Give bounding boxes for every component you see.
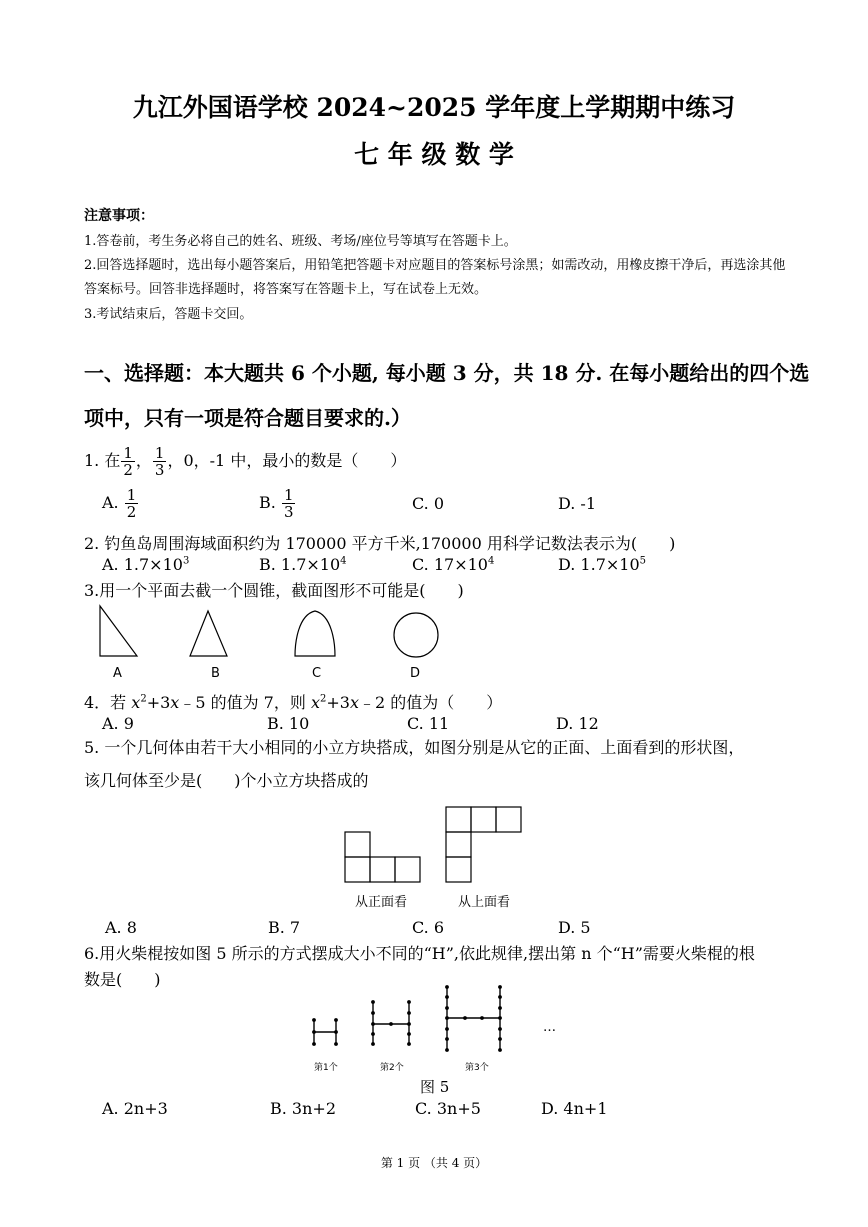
q1-option-d: D. -1 [558, 494, 597, 513]
q1-sep: ， [135, 451, 152, 470]
notice-heading: 注意事项： [84, 208, 154, 224]
q4-option-a: A. 9 [102, 714, 134, 733]
q4-option-b: B. 10 [267, 714, 310, 733]
q2-option-b: B. $1.7\times 10^4$ [259, 555, 347, 574]
h-figure-3-label: 第3个 [465, 1063, 489, 1073]
top-view-grid [446, 807, 521, 882]
q4-option-c: C. 11 [407, 714, 450, 733]
h-figure-1-label: 第1个 [314, 1063, 338, 1073]
q5-option-b: B. 7 [268, 918, 301, 937]
isosceles-triangle-shape [190, 611, 227, 656]
notice-item: 答案标号。回答非选择题时，将答案写在答题卡上，写在试卷上无效。 [84, 282, 488, 297]
front-view-label: 从正面看 [355, 895, 408, 910]
shape-label-a: A [113, 666, 122, 681]
q2-option-c: C. $17\times 10^4$ [412, 555, 495, 574]
q5-option-d: D. 5 [558, 918, 591, 937]
q1-option-c: C. 0 [412, 494, 445, 513]
q6-option-b: B. 3n+2 [270, 1099, 336, 1118]
section-heading-cont: 项中，只有一项是符合题目要求的.） [84, 406, 411, 430]
question-5-stem-cont: 该几何体至少是( )个小立方块搭成的 [84, 771, 369, 790]
h-figure-2 [372, 1001, 410, 1045]
page-footer: 第 1 页 （共 4 页） [380, 1156, 488, 1170]
q3-shapes-figure [95, 603, 455, 661]
h-figure-1 [313, 1019, 337, 1045]
q2-option-a: A. $1.7\times 10^3$ [102, 555, 190, 574]
question-1-stem [84, 444, 406, 478]
top-view-label: 从上面看 [458, 895, 511, 910]
parabolic-shape [295, 611, 335, 656]
q1-suffix: ，0，-1 中，最小的数是（ ） [167, 451, 407, 470]
question-2-stem: 2. 钓鱼岛周围海域面积约为 170000 平方千米,170000 用科学记数法表示为( ) [84, 534, 676, 553]
q5-views-figure [340, 803, 530, 885]
figure-5-caption: 图 5 [420, 1078, 450, 1096]
q6-option-a: A. 2n+3 [102, 1099, 168, 1118]
question-6-stem-cont: 数是( ) [84, 970, 161, 989]
circle-shape [394, 613, 438, 657]
q5-option-c: C. 6 [412, 918, 445, 937]
matchstick-h-figure [305, 984, 515, 1056]
q1-option-a: A. $\frac{1}{2}$ [102, 486, 137, 521]
h-figure-2-label: 第2个 [380, 1063, 404, 1073]
question-6-stem: 6.用火柴棍按如图 5 所示的方式摆成大小不同的“H”,依此规律,摆出第 n 个“H”需要火柴棍的根 [84, 944, 755, 963]
question-3-stem: 3.用一个平面去截一个圆锥，截面图形不可能是( ) [84, 581, 464, 600]
shape-label-b: B [211, 666, 220, 681]
notice-item: 1.答卷前，考生务必将自己的姓名、班级、考场/座位号等填写在答题卡上。 [84, 234, 517, 249]
h-figure-3 [446, 986, 501, 1051]
q4-option-d: D. 12 [556, 714, 599, 733]
q1-option-b: B. $\frac{1}{3}$ [259, 486, 294, 521]
exam-subtitle: 七 年 级 数 学 [354, 140, 514, 169]
q6-option-c: C. 3n+5 [415, 1099, 481, 1118]
right-triangle-shape [100, 606, 137, 656]
q2-option-d: D. $1.7\times 10^5$ [558, 555, 647, 574]
fraction: $\frac{1}{3}$ [154, 444, 165, 479]
fraction: $\frac{1}{2}$ [123, 444, 133, 479]
q6-option-d: D. 4n+1 [541, 1099, 608, 1118]
section-heading: 一、选择题：本大题共 6 个小题, 每小题 3 分，共 18 分. 在每小题给出的四个选 [84, 361, 810, 385]
question-4-stem: 4．若 $x^2+3x﹣5$ 的值为 7，则 $x^2+3x﹣2$ 的值为（ ） [84, 693, 503, 712]
exam-title: 九江外国语学校 2024~2025 学年度上学期期中练习 [132, 93, 736, 122]
q1-prefix: 1. 在 [84, 451, 121, 470]
front-view-grid [345, 832, 420, 882]
notice-item: 3.考试结束后，答题卡交回。 [84, 307, 253, 322]
notice-item: 2.回答选择题时，选出每小题答案后，用铅笔把答题卡对应题目的答案标号涂黑；如需改动，用橡皮擦干净后，再选涂其他 [84, 258, 786, 273]
h-figure-ellipsis: … [543, 1020, 556, 1035]
question-5-stem: 5. 一个几何体由若干大小相同的小立方块搭成，如图分别是从它的正面、上面看到的形状图， [84, 738, 745, 757]
q5-option-a: A. 8 [105, 918, 137, 937]
shape-label-c: C [312, 666, 322, 681]
shape-label-d: D [410, 666, 421, 681]
